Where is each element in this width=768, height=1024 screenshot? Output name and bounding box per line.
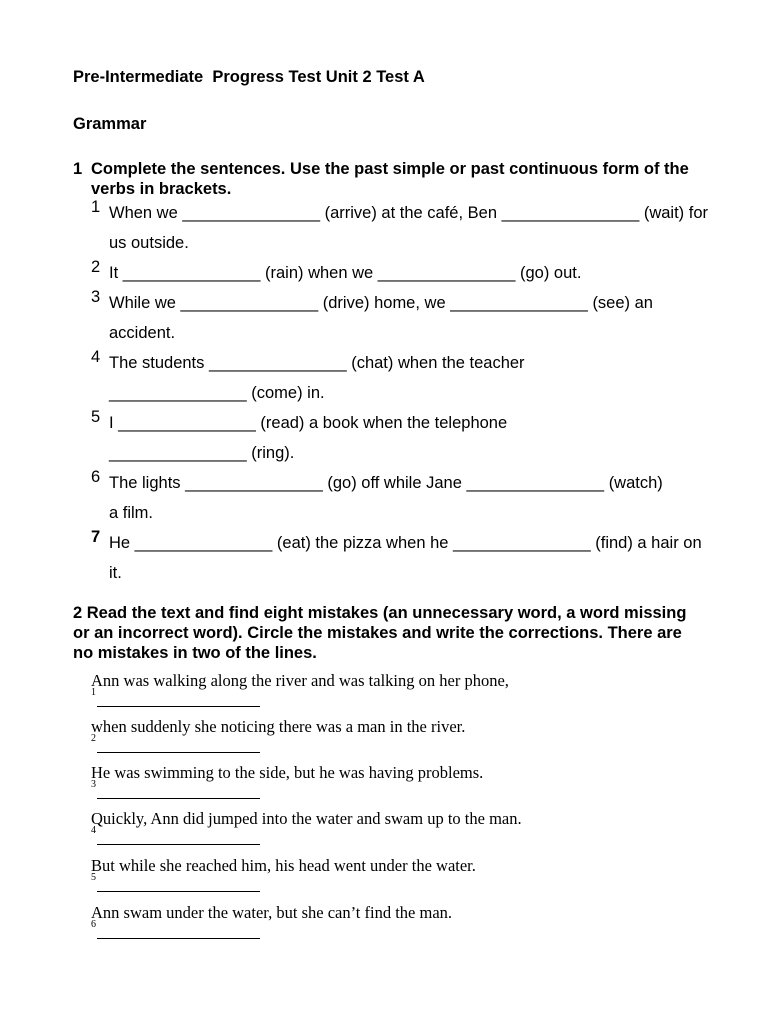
line-number: 1 bbox=[91, 687, 96, 698]
exercise-2-instruction: 2 Read the text and find eight mistakes (an unnecessary word, a word missing or an incorrect word). Circle the mistakes and write the corrections. There are no mistakes in two of the lines. bbox=[73, 604, 687, 662]
text-line: But while she reached him, his head went under the water. bbox=[91, 856, 476, 875]
text-line: Quickly, Ann did jumped into the water and swam up to the man. bbox=[91, 809, 522, 828]
section-heading: Grammar bbox=[73, 115, 147, 133]
line-number: 4 bbox=[91, 825, 96, 836]
answer-line bbox=[91, 872, 691, 894]
item-number: 3 bbox=[91, 288, 101, 306]
text-line: Ann was walking along the river and was talking on her phone, bbox=[91, 671, 509, 690]
exercise-2-line bbox=[91, 717, 691, 755]
item-sentence: He _______________ (eat) the pizza when he _______________ (find) a hair on it. bbox=[109, 534, 702, 582]
exercise-1-instruction: Complete the sentences. Use the past simple or past continuous form of the verbs in brackets. bbox=[91, 160, 689, 198]
item-number: 5 bbox=[91, 408, 101, 426]
item-number: 7 bbox=[91, 528, 101, 546]
exercise-2-line bbox=[91, 903, 691, 941]
exercise-2-line bbox=[91, 763, 691, 801]
item-sentence: While we _______________ (drive) home, we _______________ (see) an accident. bbox=[109, 294, 653, 342]
answer-line bbox=[91, 779, 691, 801]
answer-line bbox=[91, 825, 691, 847]
item-sentence: The lights _______________ (go) off while Jane _______________ (watch) a film. bbox=[109, 474, 663, 522]
answer-blank[interactable] bbox=[97, 783, 260, 799]
exercise-2-line bbox=[91, 856, 691, 894]
text-line: Ann swam under the water, but she can’t find the man. bbox=[91, 903, 453, 922]
item-sentence: When we _______________ (arrive) at the café, Ben _______________ (wait) for us outside. bbox=[109, 204, 708, 252]
item-sentence: It _______________ (rain) when we _______________ (go) out. bbox=[109, 264, 582, 282]
line-number: 2 bbox=[91, 733, 96, 744]
text-line: when suddenly she noticing there was a man in the river. bbox=[91, 717, 466, 736]
exercise-2-line bbox=[91, 671, 691, 709]
item-number: 2 bbox=[91, 258, 101, 276]
item-sentence: I _______________ (read) a book when the telephone _______________ (ring). bbox=[109, 414, 508, 462]
text-line: He was swimming to the side, but he was having problems. bbox=[91, 763, 484, 782]
item-number: 6 bbox=[91, 468, 101, 486]
answer-blank[interactable] bbox=[97, 829, 260, 845]
item-number: 1 bbox=[91, 198, 101, 216]
answer-line bbox=[91, 733, 691, 755]
answer-blank[interactable] bbox=[97, 876, 260, 892]
exercise-2-line bbox=[91, 809, 691, 847]
answer-line bbox=[91, 687, 691, 709]
item-number: 4 bbox=[91, 348, 101, 366]
line-number: 6 bbox=[91, 919, 96, 930]
line-number: 3 bbox=[91, 779, 96, 790]
item-sentence: The students _______________ (chat) when the teacher _______________ (come) in. bbox=[109, 354, 525, 402]
answer-blank[interactable] bbox=[97, 923, 260, 939]
line-number: 5 bbox=[91, 872, 96, 883]
answer-blank[interactable] bbox=[97, 737, 260, 753]
answer-blank[interactable] bbox=[97, 691, 260, 707]
exercise-1-number: 1 bbox=[73, 160, 83, 178]
page-title: Pre-Intermediate Progress Test Unit 2 Test A bbox=[73, 68, 425, 86]
answer-line bbox=[91, 919, 691, 941]
